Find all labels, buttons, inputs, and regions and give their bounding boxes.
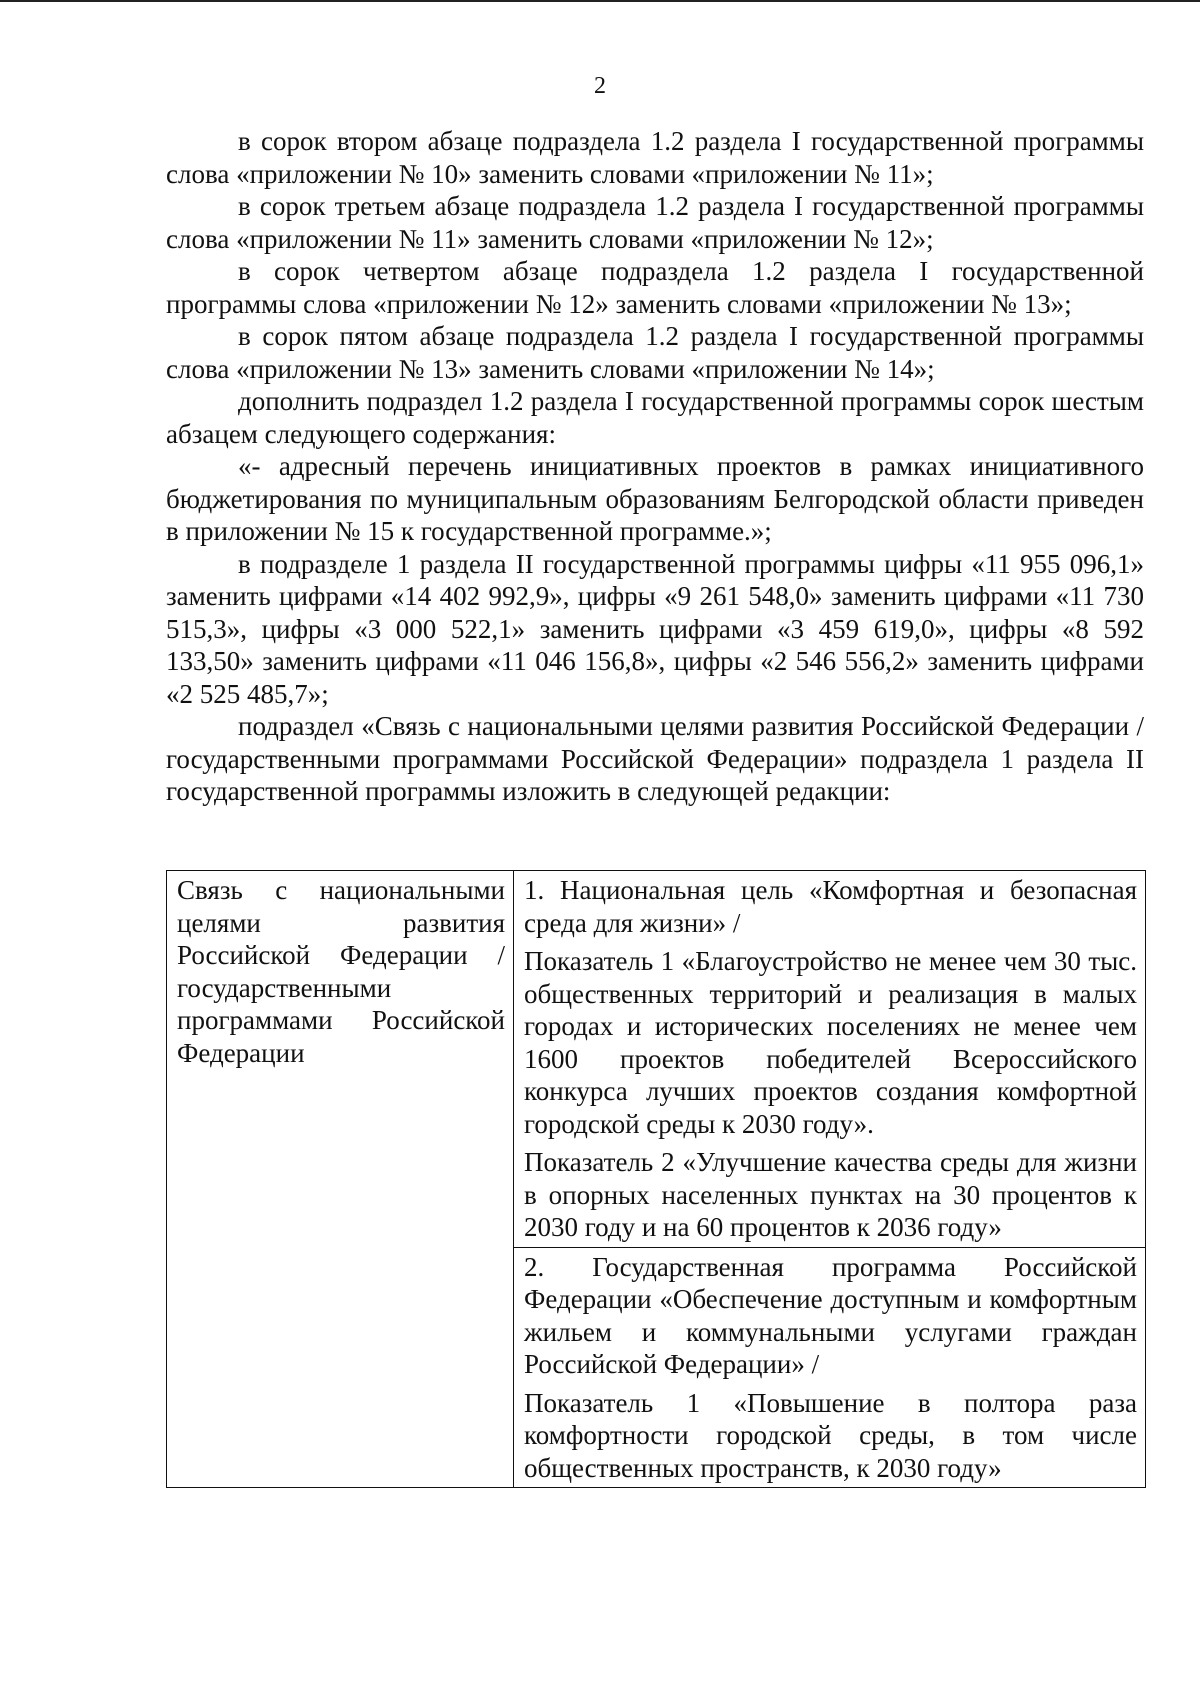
paragraph-2: в сорок третьем абзаце подраздела 1.2 раздела I государственной программы слова «приложении № 11» заменить словами «приложении № 12»; (166, 191, 1144, 254)
paragraph-5: дополнить подраздел 1.2 раздела I государственной программы сорок шестым абзацем следующего содержания: (166, 386, 1144, 449)
national-goals-table (166, 870, 1146, 1488)
paragraph-1: в сорок втором абзаце подраздела 1.2 раздела I государственной программы слова «приложении № 10» заменить словами «приложении № 11»; (166, 126, 1144, 189)
paragraph-3: в сорок четвертом абзаце подраздела 1.2 раздела I государственной программы слова «приложении № 12» заменить словами «приложении № 13»; (166, 256, 1144, 319)
table-right-cell-goal (514, 871, 1146, 1248)
document-body (166, 125, 1144, 808)
table-right-cell-program (514, 1247, 1146, 1488)
table-left-cell (167, 871, 514, 1488)
table-left-cell-text: Связь с национальными целями развития Российской Федерации / государственными программами Российской Федерации (177, 875, 505, 1068)
national-goal-text: 1. Национальная цель «Комфортная и безопасная среда для жизни» / (524, 875, 1137, 938)
paragraph-4: в сорок пятом абзаце подраздела 1.2 раздела I государственной программы слова «приложении № 13» заменить словами «приложении № 14»; (166, 321, 1144, 384)
page-number: 2 (594, 73, 606, 99)
page-top-edge-line (0, 0, 1200, 2)
paragraph-8: подраздел «Связь с национальными целями развития Российской Федерации / государственными программами Российской Федерации» подраздела 1 раздела II государственной программы изложить в следующей редакции: (166, 711, 1144, 806)
paragraph-7: в подразделе 1 раздела II государственной программы цифры «11 955 096,1» заменить цифрами «14 402 992,9», цифры «9 261 548,0» заменить цифрами «11 730 515,3», цифры «3 000 522,1» заменить цифрами «3 459 619,0», цифры «8 592 133,50» заменить цифрами «11 046 156,8», цифры «2 546 556,2» заменить цифрами «2 525 485,7»; (166, 548, 1144, 709)
goal-indicator-1: Показатель 1 «Благоустройство не менее чем 30 тыс. общественных территорий и реализация в малых городах и исторических поселениях не менее чем 1600 проектов победителей Всероссийского конкурса лучших проектов создания комфортной городской среды к 2030 году». (524, 946, 1137, 1139)
program-indicator-1: Показатель 1 «Повышение в полтора раза комфортности городской среды, в том числе общественных пространств, к 2030 году» (524, 1387, 1137, 1483)
state-program-text: 2. Государственная программа Российской Федерации «Обеспечение доступным и комфортным жильем и коммунальными услугами граждан Российской Федерации» / (524, 1251, 1137, 1379)
goal-indicator-2: Показатель 2 «Улучшение качества среды для жизни в опорных населенных пунктах на 30 процентов к 2030 году и на 60 процентов к 2036 году» (524, 1147, 1137, 1242)
table-row (167, 871, 1146, 1248)
paragraph-6: «- адресный перечень инициативных проектов в рамках инициативного бюджетирования по муниципальным образованиям Белгородской области приведен в приложении № 15 к государственной программе.»; (166, 451, 1144, 546)
